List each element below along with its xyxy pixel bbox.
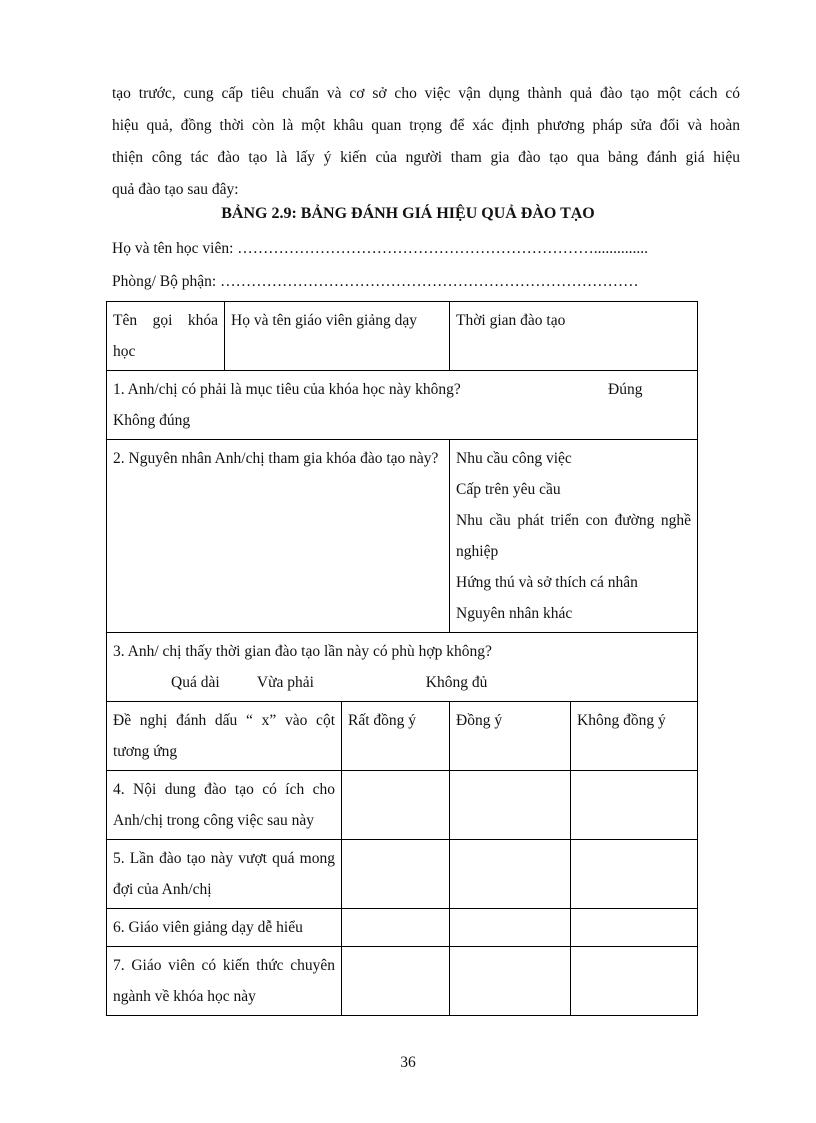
intro-line: thiện công tác đào tạo là lấy ý kiến của người tham gia đào tạo qua bảng đánh giá hiệu <box>112 149 740 166</box>
q3-option-short: Không đủ <box>425 674 488 691</box>
rating-cell-strongly-agree[interactable] <box>342 909 450 947</box>
rating-question: 7. Giáo viên có kiến thức chuyên ngành về khóa học này <box>107 947 342 1016</box>
rating-row <box>107 909 698 947</box>
rating-cell-strongly-agree[interactable] <box>342 771 450 840</box>
department-field: Phòng/ Bộ phận: ……………………………………………………………………… <box>112 273 639 290</box>
rating-cell-disagree[interactable] <box>571 771 698 840</box>
question-3-row <box>107 633 698 702</box>
intro-line: quả đào tạo sau đây: <box>112 181 239 198</box>
question-1-row <box>107 371 698 440</box>
q2-option: Nhu cầu công việc <box>456 450 572 467</box>
question-1-no-option: Không đúng <box>113 412 191 429</box>
rating-question: 6. Giáo viên giảng dạy dễ hiểu <box>107 909 342 947</box>
intro-paragraph <box>112 78 740 206</box>
rating-instruction: Đề nghị đánh dấu “ x” vào cột tương ứng <box>107 702 342 771</box>
question-3-options <box>113 667 691 698</box>
question-2-text: 2. Nguyên nhân Anh/chị tham gia khóa đào tạo này? <box>107 440 450 633</box>
q2-option: Cấp trên yêu cầu <box>456 481 561 498</box>
teacher-name-cell: Họ và tên giáo viên giảng dạy <box>225 302 450 371</box>
rating-cell-disagree[interactable] <box>571 909 698 947</box>
col-agree: Đồng ý <box>450 702 571 771</box>
q2-option: Hứng thú và sở thích cá nhân <box>456 574 638 591</box>
intro-line: tạo trước, cung cấp tiêu chuẩn và cơ sở cho việc vận dụng thành quả đào tạo một cách có <box>112 85 740 102</box>
rating-cell-agree[interactable] <box>450 840 571 909</box>
page-number: 36 <box>400 1054 416 1071</box>
rating-cell-disagree[interactable] <box>571 947 698 1016</box>
training-time-cell: Thời gian đào tạo <box>450 302 698 371</box>
rating-cell-agree[interactable] <box>450 947 571 1016</box>
intro-line: hiệu quả, đồng thời còn là một khâu quan trọng để xác định phương pháp sửa đổi và hoàn <box>112 117 740 134</box>
q2-option: Nhu cầu phát triển con đường nghề nghiệp <box>456 512 692 560</box>
rating-row <box>107 771 698 840</box>
rating-header-row <box>107 702 698 771</box>
q3-option-long: Quá dài <box>171 674 220 691</box>
rating-cell-strongly-agree[interactable] <box>342 947 450 1016</box>
q2-option: Nguyên nhân khác <box>456 605 573 622</box>
rating-row <box>107 947 698 1016</box>
evaluation-form-table <box>106 301 698 1016</box>
col-strongly-agree: Rất đồng ý <box>342 702 450 771</box>
q3-option-ok: Vừa phải <box>256 674 314 691</box>
question-2-row <box>107 440 698 633</box>
rating-cell-agree[interactable] <box>450 909 571 947</box>
course-name-cell: Tên gọi khóa học <box>107 302 225 371</box>
question-1-text: 1. Anh/chị có phải là mục tiêu của khóa học này không? <box>113 381 461 398</box>
question-3-cell <box>107 633 698 702</box>
rating-row <box>107 840 698 909</box>
question-1-yes-option: Đúng <box>608 381 643 398</box>
question-1-cell <box>107 371 698 440</box>
rating-question: 4. Nội dung đào tạo có ích cho Anh/chị trong công việc sau này <box>107 771 342 840</box>
question-3-text: 3. Anh/ chị thấy thời gian đào tạo lần này có phù hợp không? <box>113 643 492 660</box>
rating-cell-agree[interactable] <box>450 771 571 840</box>
header-row <box>107 302 698 371</box>
table-title: BẢNG 2.9: BẢNG ĐÁNH GIÁ HIỆU QUẢ ĐÀO TẠO <box>221 205 595 222</box>
question-2-options <box>450 440 698 633</box>
student-name-field: Họ và tên học viên: …………………………………………………………….............. <box>112 240 649 257</box>
col-disagree: Không đồng ý <box>571 702 698 771</box>
rating-cell-disagree[interactable] <box>571 840 698 909</box>
rating-question: 5. Lần đào tạo này vượt quá mong đợi của Anh/chị <box>107 840 342 909</box>
rating-cell-strongly-agree[interactable] <box>342 840 450 909</box>
